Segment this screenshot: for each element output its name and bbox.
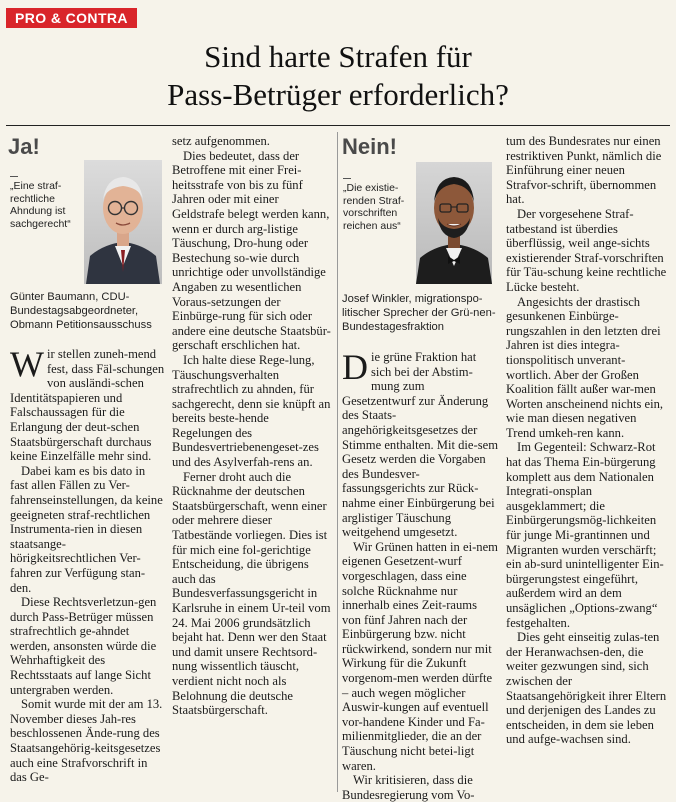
contra-portrait-photo (416, 162, 492, 284)
contra-byline: Josef Winkler, migrationspo-litischer Sprecher der Grü-nen-Bundestagesfraktion (342, 293, 496, 333)
contra-paragraph-4: tum des Bundesrates nur einen restriktiven Punkt, nämlich die Einführung einer neuen Strafvor-schrift, übernommen hat. (506, 134, 662, 207)
pro-paragraph-6: Dies bedeutet, dass der Betroffene mit einer Frei-heitsstrafe von bis zu fünf Jahren oder mit einer Geldstrafe belegt werden kann, wenn er durch arg-listige Täuschung, Dro-hung oder Bestechung so-wie durch unrichtige oder unvollständige Angaben zu wesentlichen Voraus-setzungen der Einbürge-rung für sich oder andere eine deutsche Staatsbür-gerschaft erschlichen hat. (172, 148, 331, 353)
pro-byline: Günter Baumann, CDU-Bundestagsabgeordneter, Obmann Petitionsausschuss (10, 291, 152, 331)
pro-paragraph-3: Diese Rechtsverletzun-gen durch Pass-Betrüger müssen strafrechtlich ge-ahndet werden, ansonsten würde die Wehrhaftigkeit des Rechtsstaats auf lange Sicht untergraben werden. (10, 595, 157, 697)
pro-paragraph-8: Ferner droht auch die Rücknahme der deutschen Staatsbürgerschaft, wenn einer oder mehrere dieser Tatbestände vorliegen. Dies ist für mich eine fol-gerichtige Entscheidung, die übrigens auch das Bundesverfassungsgericht in Karlsruhe in einem Ur-teil vom 24. Mai 2006 grundsätzlich bejaht hat. Denn wer den Staat und damit unsere Rechtsord-nung wissentlich täuscht, verdient nicht noch als Belohnung die deutsche Staatsbürgerschaft. (172, 469, 331, 718)
pro-paragraph-1: Wir stellen zuneh-mend fest, dass Fäl-schungen von ausländi-schen Identitätspapieren und Falschaussagen für die Erlangung der deut-schen Staatsbürgerschaft durchaus keine Einzelfälle mehr sind. (10, 344, 165, 464)
contra-paragraph-7: Im Gegenteil: Schwarz-Rot hat das Thema Ein-bürgerung komplett aus dem Nationalen Integrati-onsplan ausgeklammert; die Einbürgerungsmög-lichkeiten für junge Mi-grantinnen und Migranten wurden verschärft; ein ab-surd unintelligenter Ein-bürgerungstest eingeführt, außerdem wird an dem unsäglichen „Options-zwang“ festgehalten. (506, 440, 664, 630)
portrait-photo-icon (84, 160, 162, 284)
pro-label: Ja! (8, 134, 40, 159)
contra-label: Nein! (342, 134, 397, 159)
top-rule (6, 125, 670, 126)
contra-paragraph-8: Dies geht einseitig zulas-ten der Heranwachsen-den, die weiter gezwungen sind, sich zwischen der Staatsangehörigkeit ihrer Eltern und derjenigen des Landes zu entscheiden, in dem sie leben und aufge-wachsen sind. (506, 630, 667, 747)
pro-paragraph-5: setz aufgenommen. (172, 134, 270, 148)
headline-line-2: Pass-Betrüger erforderlich? (167, 77, 509, 112)
headline-line-1: Sind harte Strafen für (204, 39, 472, 74)
pro-paragraph-4: Somit wurde mit der am 13. November dieses Jah-res beschlossenen Ände-rung des Staatsangehörig-keitsgesetzes auch eine Strafvorschrift in das Ge- (10, 697, 163, 785)
contra-column-3 (342, 347, 499, 802)
pro-paragraph-2: Dabei kam es bis dato in fast allen Fällen zu Ver-fahrenseinstellungen, da keine geeigneten straf-rechtlichen Instrumenta-rien in diesen staatsange-hörigkeitsrechtlichen Ver-fahren zur Verfügung stan-den. (10, 463, 163, 595)
contra-paragraph-1: Die grüne Fraktion hat sich bei der Abstim-mung zum Gesetzentwurf zur Änderung des Staats-angehörigkeitsgesetzes der Stimme enthalten. Mit die-sem Gesetz werden die Vorgaben des Bundesver-fassungsgerichts zur Rück-nahme einer Einbürgerung bei arglistiger Täuschung weitgehend umgesetzt. (342, 347, 498, 540)
section-kicker: PRO & CONTRA (6, 8, 137, 28)
portrait-photo-icon (416, 162, 492, 284)
pro-portrait-photo (84, 160, 162, 284)
quote-rule (10, 176, 18, 177)
column-divider (337, 132, 338, 792)
pro-column-2 (172, 134, 332, 718)
pro-quote (10, 176, 84, 230)
drop-cap: W (10, 344, 44, 384)
pro-paragraph-7: Ich halte diese Rege-lung, Täuschungsverhalten strafrechtlich zu ahnden, für sachgerecht, denn sie knüpft an bereits beste-hende Regelungen des Bundesvertriebenengeset-zes und des Asylverfah-rens an. (172, 352, 331, 470)
pro-quote-text: „Eine straf-rechtliche Ahndung ist sachgerecht“ (10, 180, 71, 230)
contra-paragraph-5: Der vorgesehene Straf-tatbestand ist überdies überflüssig, weil ange-sichts existierender Straf-vorschriften für Täu-schung keine rechtliche Lücke besteht. (506, 206, 667, 294)
contra-quote-text: „Die existie-renden Straf-vorschriften reichen aus“ (343, 182, 405, 232)
contra-paragraph-2: Wir Grünen hatten in ei-nem eigenen Gesetzent-wurf vorgeschlagen, dass eine solche Rücknahme nur innerhalb eines Zeit-raums von fünf Jahren nach der Einbürgerung bzw. nicht rückwirkend, sondern nur mit Wirkung für die Zukunft vorgenom-men werden dürfte – auch wegen möglicher Auswir-kungen auf eventuell vor-handene Kinder und Fa-milienmitglieder, die an der Täuschung nicht betei-ligt waren. (342, 539, 498, 773)
quote-rule (343, 178, 351, 179)
headline (0, 38, 676, 114)
contra-column-4 (506, 134, 668, 747)
drop-cap: D (342, 347, 368, 387)
pro-column-1 (10, 344, 165, 785)
contra-paragraph-3: Wir kritisieren, dass die Bundesregierung vom Vo- (342, 773, 475, 802)
contra-paragraph-6: Angesichts der drastisch gesunkenen Einbürge-rungszahlen in den letzten drei Jahren ist dies integra-tionspolitisch unverant-wortlich. Aber der Großen Koalition fällt außer war-men Worten anscheinend nichts ein, wie man diesen negativen Trend umkeh-ren kann. (506, 294, 664, 440)
contra-quote (343, 178, 415, 232)
